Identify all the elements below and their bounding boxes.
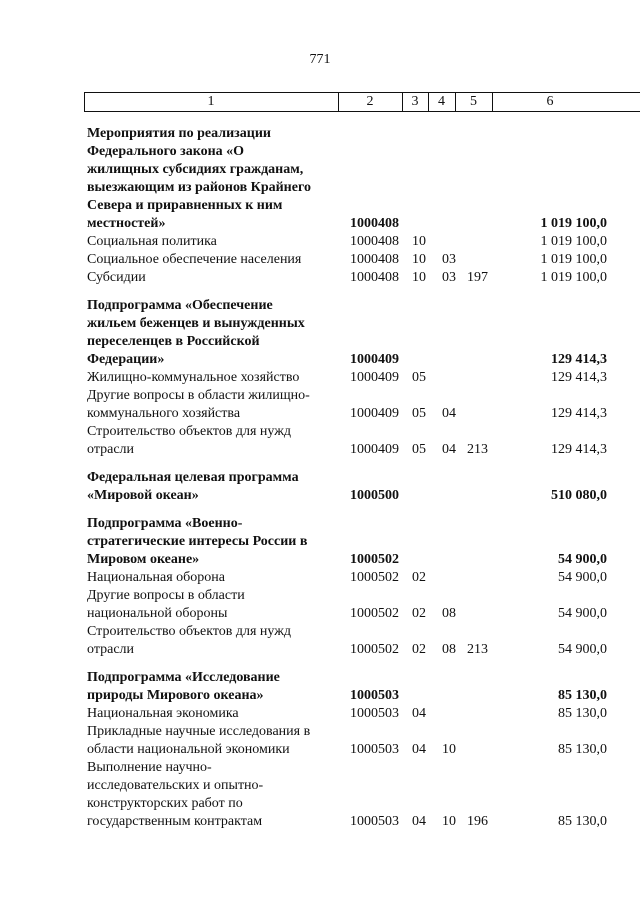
row-label-line: коммунального хозяйства xyxy=(87,406,241,421)
row-label-line: Другие вопросы в области жилищно- xyxy=(87,388,310,403)
row-label-line: Строительство объектов для нужд xyxy=(87,624,292,639)
row-code: 1000503 xyxy=(350,688,399,703)
table-row xyxy=(0,423,640,459)
row-label-line: Подпрограмма «Военно- xyxy=(87,516,243,531)
row-expense-type: 213 xyxy=(467,642,488,657)
table-row xyxy=(0,233,640,251)
row-amount: 85 130,0 xyxy=(558,814,607,829)
header-top-border xyxy=(84,92,640,93)
row-section: 02 xyxy=(412,570,426,585)
row-amount: 129 414,3 xyxy=(551,352,607,367)
row-label-line: области национальной экономики xyxy=(87,742,290,757)
row-section: 04 xyxy=(412,742,426,757)
page-number: 771 xyxy=(309,52,331,67)
row-code: 1000502 xyxy=(350,642,399,657)
row-subsection: 08 xyxy=(442,606,456,621)
row-label-line: стратегические интересы России в xyxy=(87,534,308,549)
row-label-line: Другие вопросы в области xyxy=(87,588,245,603)
row-subsection: 03 xyxy=(442,252,456,267)
row-subsection: 03 xyxy=(442,270,456,285)
row-amount: 85 130,0 xyxy=(558,742,607,757)
row-label-line: Субсидии xyxy=(87,270,146,285)
row-section: 04 xyxy=(412,814,426,829)
row-section: 04 xyxy=(412,706,426,721)
row-label-line: Мировом океане» xyxy=(87,552,200,567)
header-col-4: 4 xyxy=(438,94,445,109)
row-code: 1000503 xyxy=(350,742,399,757)
row-section: 10 xyxy=(412,270,426,285)
row-code: 1000500 xyxy=(350,488,399,503)
row-label-line: Прикладные научные исследования в xyxy=(87,724,311,739)
row-section: 05 xyxy=(412,370,426,385)
row-label-line: выезжающим из районов Крайнего xyxy=(87,180,311,195)
row-code: 1000409 xyxy=(350,370,399,385)
row-code: 1000409 xyxy=(350,442,399,457)
row-label-line: Мероприятия по реализации xyxy=(87,126,271,141)
row-label-line: Социальная политика xyxy=(87,234,217,249)
table-row xyxy=(0,569,640,587)
table-row xyxy=(0,723,640,759)
table-row xyxy=(0,587,640,623)
table-row xyxy=(0,623,640,659)
row-label-line: Строительство объектов для нужд xyxy=(87,424,292,439)
row-section: 05 xyxy=(412,406,426,421)
row-code: 1000408 xyxy=(350,270,399,285)
row-subsection: 10 xyxy=(442,814,456,829)
row-amount: 1 019 100,0 xyxy=(540,234,607,249)
table-row xyxy=(0,269,640,287)
header-bottom-border xyxy=(84,111,640,112)
row-expense-type: 196 xyxy=(467,814,488,829)
row-label-line: Подпрограмма «Обеспечение xyxy=(87,298,273,313)
row-label-line: исследовательских и опытно- xyxy=(87,778,264,793)
row-label-line: жильем беженцев и вынужденных xyxy=(87,316,305,331)
row-subsection: 08 xyxy=(442,642,456,657)
table-row xyxy=(0,369,640,387)
row-subsection: 04 xyxy=(442,442,456,457)
row-amount: 54 900,0 xyxy=(558,552,607,567)
row-section: 05 xyxy=(412,442,426,457)
row-label-line: Социальное обеспечение населения xyxy=(87,252,302,267)
row-label-line: переселенцев в Российской xyxy=(87,334,260,349)
header-col-2: 2 xyxy=(366,94,374,109)
row-section: 02 xyxy=(412,606,426,621)
row-amount: 1 019 100,0 xyxy=(540,270,607,285)
row-code: 1000409 xyxy=(350,406,399,421)
row-expense-type: 197 xyxy=(467,270,488,285)
section-row xyxy=(0,469,640,505)
table-row xyxy=(0,251,640,269)
row-code: 1000502 xyxy=(350,552,399,567)
row-section: 10 xyxy=(412,252,426,267)
row-subsection: 04 xyxy=(442,406,456,421)
row-code: 1000408 xyxy=(350,234,399,249)
row-label-line: отрасли xyxy=(87,442,135,457)
row-label-line: Подпрограмма «Исследование xyxy=(87,670,280,685)
table-header xyxy=(84,92,640,112)
row-code: 1000503 xyxy=(350,814,399,829)
row-label-line: Федерального закона «О xyxy=(87,144,245,159)
header-col-6: 6 xyxy=(546,94,554,109)
row-amount: 1 019 100,0 xyxy=(540,252,607,267)
row-label-line: Национальная оборона xyxy=(87,570,225,585)
row-section: 10 xyxy=(412,234,426,249)
row-amount: 129 414,3 xyxy=(551,442,607,457)
row-amount: 54 900,0 xyxy=(558,606,607,621)
row-label-line: местностей» xyxy=(87,216,166,231)
row-amount: 85 130,0 xyxy=(558,706,607,721)
row-label-line: Жилищно-коммунальное хозяйство xyxy=(87,370,300,385)
row-code: 1000408 xyxy=(350,216,399,231)
row-amount: 85 130,0 xyxy=(558,688,607,703)
table-row xyxy=(0,705,640,723)
header-col-3: 3 xyxy=(411,94,419,109)
row-label-line: Севера и приравненных к ним xyxy=(87,198,283,213)
row-amount: 129 414,3 xyxy=(551,406,607,421)
row-label-line: государственным контрактам xyxy=(87,814,263,829)
row-label-line: Выполнение научно- xyxy=(87,760,212,775)
row-code: 1000502 xyxy=(350,570,399,585)
header-col-1: 1 xyxy=(207,94,215,109)
row-label-line: «Мировой океан» xyxy=(87,488,199,503)
row-label-line: жилищных субсидиях гражданам, xyxy=(87,162,304,177)
row-expense-type: 213 xyxy=(467,442,488,457)
row-amount: 54 900,0 xyxy=(558,570,607,585)
row-label-line: Федеральная целевая программа xyxy=(87,470,299,485)
row-code: 1000503 xyxy=(350,706,399,721)
row-label-line: природы Мирового океана» xyxy=(87,688,264,703)
row-label-line: Национальная экономика xyxy=(87,706,239,721)
row-amount: 1 019 100,0 xyxy=(540,216,607,231)
row-amount: 54 900,0 xyxy=(558,642,607,657)
header-col-5: 5 xyxy=(470,94,477,109)
section-row xyxy=(0,125,640,233)
row-label-line: отрасли xyxy=(87,642,135,657)
section-row xyxy=(0,515,640,569)
table-row xyxy=(0,387,640,423)
row-label-line: национальной обороны xyxy=(87,606,228,621)
table-row xyxy=(0,759,640,831)
row-code: 1000408 xyxy=(350,252,399,267)
row-label-line: конструкторских работ по xyxy=(87,796,243,811)
section-row xyxy=(0,669,640,705)
row-code: 1000502 xyxy=(350,606,399,621)
row-label-line: Федерации» xyxy=(87,352,165,367)
row-amount: 129 414,3 xyxy=(551,370,607,385)
row-section: 02 xyxy=(412,642,426,657)
row-subsection: 10 xyxy=(442,742,456,757)
section-row xyxy=(0,297,640,369)
row-code: 1000409 xyxy=(350,352,399,367)
row-amount: 510 080,0 xyxy=(551,488,607,503)
